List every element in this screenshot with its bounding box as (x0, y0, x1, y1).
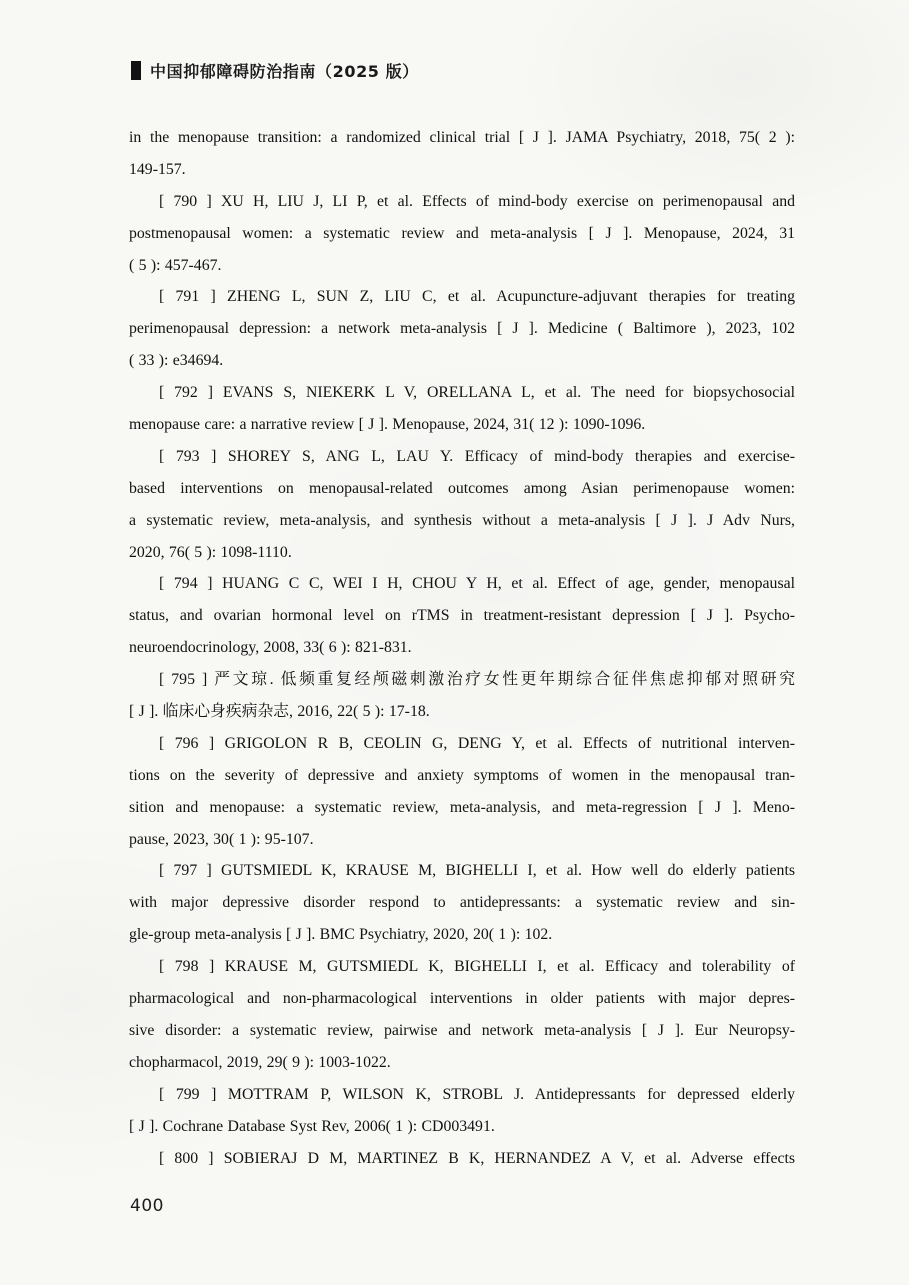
reference-continuation (129, 122, 795, 186)
reference-line: [ 790 ] XU H, LIU J, LI P, et al. Effects of mind-body exercise on perimenopausal and (159, 192, 795, 210)
reference-line: [ 800 ] SOBIERAJ D M, MARTINEZ B K, HERNANDEZ A V, et al. Adverse effects (159, 1149, 795, 1167)
reference-799 (129, 1079, 795, 1143)
page-number: 400 (130, 1196, 164, 1216)
reference-line: with major depressive disorder respond to antidepressants: a systematic review and sin- (129, 894, 795, 912)
reference-line: pause, 2023, 30( 1 ): 95-107. (129, 830, 314, 848)
reference-795 (129, 664, 795, 728)
running-head (131, 59, 419, 82)
reference-line: gle-group meta-analysis [ J ]. BMC Psychiatry, 2020, 20( 1 ): 102. (129, 926, 553, 944)
reference-791 (129, 281, 795, 377)
reference-796 (129, 728, 795, 856)
reference-line: 149-157. (129, 160, 186, 178)
reference-line: ( 5 ): 457-467. (129, 256, 222, 274)
reference-line: [ 791 ] ZHENG L, SUN Z, LIU C, et al. Acupuncture-adjuvant therapies for treating (159, 288, 795, 306)
reference-797 (129, 855, 795, 951)
reference-line: [ J ]. 临床心身疾病杂志, 2016, 22( 5 ): 17-18. (129, 703, 430, 721)
reference-line: neuroendocrinology, 2008, 33( 6 ): 821-831. (129, 639, 412, 657)
reference-800 (129, 1143, 795, 1175)
reference-line: ( 33 ): e34694. (129, 352, 224, 370)
reference-794 (129, 568, 795, 664)
reference-line: [ 799 ] MOTTRAM P, WILSON K, STROBL J. Antidepressants for depressed elderly (159, 1085, 795, 1103)
reference-792 (129, 377, 795, 441)
reference-line: [ 798 ] KRAUSE M, GUTSMIEDL K, BIGHELLI I, et al. Efficacy and tolerability of (159, 958, 795, 976)
reference-line: perimenopausal depression: a network meta-analysis [ J ]. Medicine ( Baltimore ), 2023, 102 (129, 320, 795, 338)
reference-line: sive disorder: a systematic review, pairwise and network meta-analysis [ J ]. Eur Neuropsy- (129, 1021, 795, 1039)
reference-line: chopharmacol, 2019, 29( 9 ): 1003-1022. (129, 1053, 391, 1071)
reference-line: [ 792 ] EVANS S, NIEKERK L V, ORELLANA L, et al. The need for biopsychosocial (159, 384, 795, 402)
reference-line: based interventions on menopausal-related outcomes among Asian perimenopause women: (129, 479, 795, 497)
section-marker-icon (131, 61, 141, 80)
reference-line: [ 793 ] SHOREY S, ANG L, LAU Y. Efficacy of mind-body therapies and exercise- (159, 447, 795, 465)
reference-line: 2020, 76( 5 ): 1098-1110. (129, 543, 292, 561)
reference-line: status, and ovarian hormonal level on rTMS in treatment-resistant depression [ J ]. Psycho- (129, 607, 795, 625)
reference-line: in the menopause transition: a randomized clinical trial [ J ]. JAMA Psychiatry, 2018, 75( 2 ): (129, 129, 795, 146)
reference-line: tions on the severity of depressive and anxiety symptoms of women in the menopausal tran- (129, 766, 795, 784)
reference-line: [ J ]. Cochrane Database Syst Rev, 2006( 1 ): CD003491. (129, 1117, 495, 1135)
reference-793 (129, 441, 795, 569)
reference-790 (129, 186, 795, 282)
reference-798 (129, 951, 795, 1079)
reference-line: menopause care: a narrative review [ J ]. Menopause, 2024, 31( 12 ): 1090-1096. (129, 416, 646, 434)
book-title: 中国抑郁障碍防治指南（2025 版） (150, 62, 419, 81)
reference-line: postmenopausal women: a systematic review and meta-analysis [ J ]. Menopause, 2024, 31 (129, 224, 795, 242)
reference-line: [ 795 ] 严文琼. 低频重复经颅磁刺激治疗女性更年期综合征伴焦虑抑郁对照研究 (159, 671, 795, 689)
reference-line: [ 796 ] GRIGOLON R B, CEOLIN G, DENG Y, et al. Effects of nutritional interven- (159, 734, 795, 752)
reference-line: pharmacological and non-pharmacological interventions in older patients with major depres- (129, 990, 795, 1008)
reference-line: [ 794 ] HUANG C C, WEI I H, CHOU Y H, et al. Effect of age, gender, menopausal (159, 575, 795, 593)
references-list (129, 122, 795, 1174)
reference-line: sition and menopause: a systematic review, meta-analysis, and meta-regression [ J ]. Meno- (129, 798, 795, 816)
reference-line: [ 797 ] GUTSMIEDL K, KRAUSE M, BIGHELLI I, et al. How well do elderly patients (159, 862, 795, 880)
reference-line: a systematic review, meta-analysis, and synthesis without a meta-analysis [ J ]. J Adv Nurs, (129, 511, 795, 529)
